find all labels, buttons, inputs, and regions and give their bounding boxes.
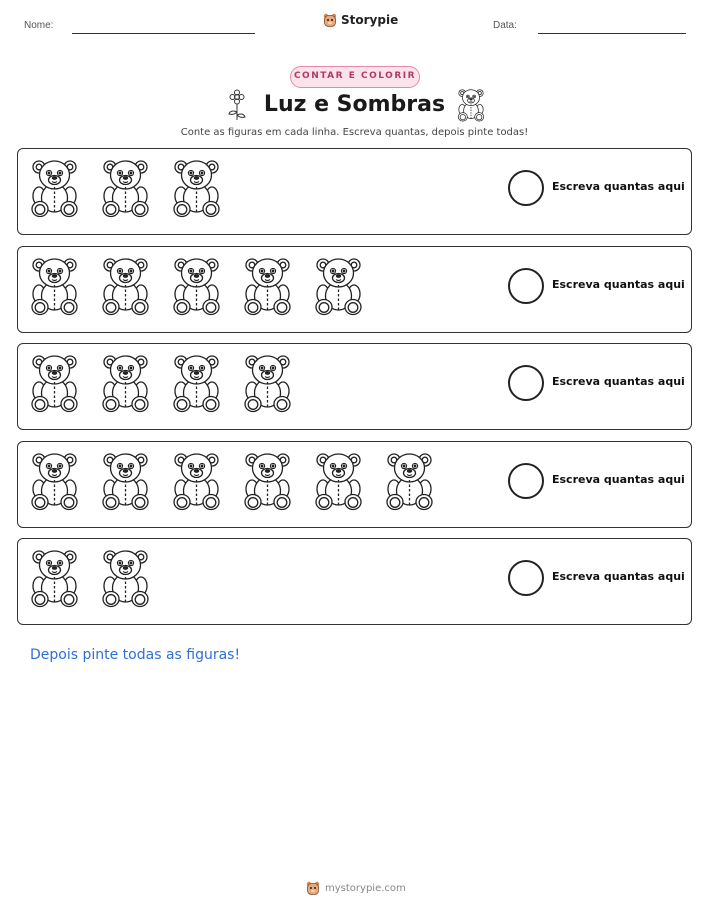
- bear-group: [30, 256, 363, 316]
- teddy-bear-icon: [457, 88, 485, 122]
- storypie-logo-icon: [323, 12, 337, 28]
- teddy-bear-icon[interactable]: [172, 353, 221, 413]
- teddy-bear-icon[interactable]: [101, 548, 150, 608]
- answer-circle[interactable]: [508, 170, 544, 206]
- teddy-bear-icon[interactable]: [172, 256, 221, 316]
- brand: [323, 12, 398, 28]
- counting-row: [17, 538, 692, 625]
- counting-row: [17, 148, 692, 235]
- bear-group: [30, 158, 221, 218]
- date-label: Data:: [493, 20, 517, 31]
- bear-group: [30, 451, 434, 511]
- teddy-bear-icon[interactable]: [30, 158, 79, 218]
- brand-name: Storypie: [341, 13, 399, 27]
- footer-instruction: Depois pinte todas as figuras!: [30, 647, 241, 663]
- bear-group: [30, 548, 150, 608]
- teddy-bear-icon[interactable]: [30, 353, 79, 413]
- answer-circle[interactable]: [508, 463, 544, 499]
- counting-row: [17, 343, 692, 430]
- counting-row: [17, 246, 692, 333]
- storypie-logo-icon: [306, 880, 320, 896]
- teddy-bear-icon[interactable]: [314, 451, 363, 511]
- teddy-bear-icon[interactable]: [101, 353, 150, 413]
- teddy-bear-icon[interactable]: [172, 451, 221, 511]
- teddy-bear-icon[interactable]: [314, 256, 363, 316]
- teddy-bear-icon[interactable]: [30, 256, 79, 316]
- footer-site: mystorypie.com: [325, 882, 406, 894]
- answer-circle[interactable]: [508, 365, 544, 401]
- counting-row: [17, 441, 692, 528]
- answer-circle[interactable]: [508, 560, 544, 596]
- page-title: Luz e Sombras: [263, 92, 446, 117]
- footer: [306, 880, 406, 896]
- teddy-bear-icon[interactable]: [243, 256, 292, 316]
- answer-prompt: Escreva quantas aqui: [552, 375, 685, 388]
- name-line[interactable]: [72, 33, 255, 34]
- answer-prompt: Escreva quantas aqui: [552, 570, 685, 583]
- teddy-bear-icon[interactable]: [30, 548, 79, 608]
- teddy-bear-icon[interactable]: [243, 353, 292, 413]
- instructions: Conte as figuras em cada linha. Escreva quantas, depois pinte todas!: [180, 127, 529, 138]
- date-line[interactable]: [538, 33, 686, 34]
- answer-prompt: Escreva quantas aqui: [552, 277, 685, 291]
- answer-prompt: Escreva quantas aqui: [552, 472, 685, 486]
- teddy-bear-icon[interactable]: [101, 158, 150, 218]
- teddy-bear-icon[interactable]: [385, 451, 434, 511]
- teddy-bear-icon[interactable]: [243, 451, 292, 511]
- teddy-bear-icon[interactable]: [101, 451, 150, 511]
- teddy-bear-icon[interactable]: [30, 451, 79, 511]
- bear-group: [30, 353, 292, 413]
- answer-circle[interactable]: [508, 268, 544, 304]
- teddy-bear-icon[interactable]: [172, 158, 221, 218]
- name-label: Nome:: [24, 20, 54, 31]
- teddy-bear-icon[interactable]: [101, 256, 150, 316]
- category-badge: CONTAR E COLORIR: [290, 66, 420, 88]
- answer-prompt: Escreva quantas aqui: [552, 180, 685, 193]
